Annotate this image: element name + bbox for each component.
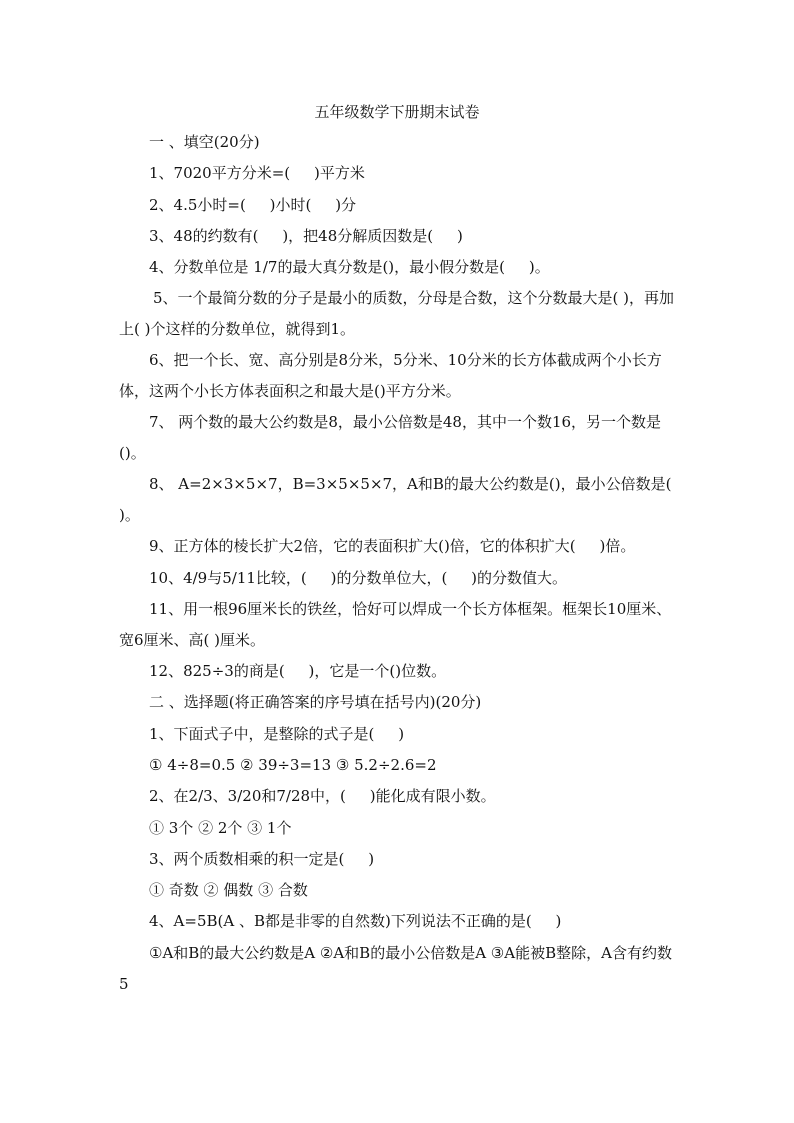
section-heading-multiple-choice: 二 、选择题(将正确答案的序号填在括号内)(20分)	[149, 693, 482, 712]
page-title: 五年级数学下册期末试卷	[314, 103, 480, 121]
question-2-3: 3、两个质数相乘的积一定是( )	[149, 849, 375, 868]
question-1-11: 11、用一根96厘米长的铁丝，恰好可以焊成一个长方体框架。框架长10厘米、宽6厘米、高( )厘米。	[119, 600, 672, 650]
question-1-4: 4、分数单位是 1/7的最大真分数是()，最小假分数是( )。	[149, 258, 550, 277]
question-1-5: 5、一个最简分数的分子是最小的质数，分母是合数，这个分数最大是( )，再加上( )个这样的分数单位，就得到1。	[119, 289, 675, 339]
question-1-8: 8、 A=2×3×5×7，B=3×5×5×7，A和B的最大公约数是()，最小公倍数是( )。	[119, 475, 672, 525]
question-2-2-options: ① 3个 ② 2个 ③ 1个	[149, 818, 292, 837]
question-1-3: 3、48的约数有( )，把48分解质因数是( )	[149, 226, 463, 245]
question-1-9: 9、正方体的棱长扩大2倍，它的表面积扩大()倍，它的体积扩大( )倍。	[149, 537, 636, 556]
section-heading-fill-blank: 一 、填空(20分)	[149, 133, 260, 151]
question-1-7: 7、 两个数的最大公约数是8，最小公倍数是48，其中一个数16，另一个数是()。	[119, 413, 662, 463]
question-1-6: 6、把一个长、宽、高分别是8分米，5分米、10分米的长方体截成两个小长方体，这两个小长方体表面积之和最大是()平方分米。	[119, 351, 662, 401]
question-1-2: 2、4.5小时=( )小时( )分	[149, 195, 357, 214]
question-2-1: 1、下面式子中，是整除的式子是( )	[149, 724, 405, 743]
question-2-2: 2、在2/3、3/20和7/28中，( )能化成有限小数。	[149, 787, 496, 806]
question-2-4-options: ①A和B的最大公约数是A ②A和B的最小公倍数是A ③A能被B整除，A含有约数5	[119, 943, 672, 993]
question-1-1: 1、7020平方分米=( )平方米	[149, 164, 365, 183]
question-2-1-options: ① 4÷8=0.5 ② 39÷3=13 ③ 5.2÷2.6=2	[149, 755, 437, 774]
question-2-3-options: ① 奇数 ② 偶数 ③ 合数	[149, 881, 308, 900]
question-1-12: 12、825÷3的商是( )，它是一个()位数。	[149, 662, 447, 681]
question-1-10: 10、4/9与5/11比较，( )的分数单位大，( )的分数值大。	[149, 568, 568, 587]
question-2-4: 4、A=5B(A 、B都是非零的自然数)下列说法不正确的是( )	[149, 912, 562, 931]
exam-content	[119, 131, 675, 1000]
